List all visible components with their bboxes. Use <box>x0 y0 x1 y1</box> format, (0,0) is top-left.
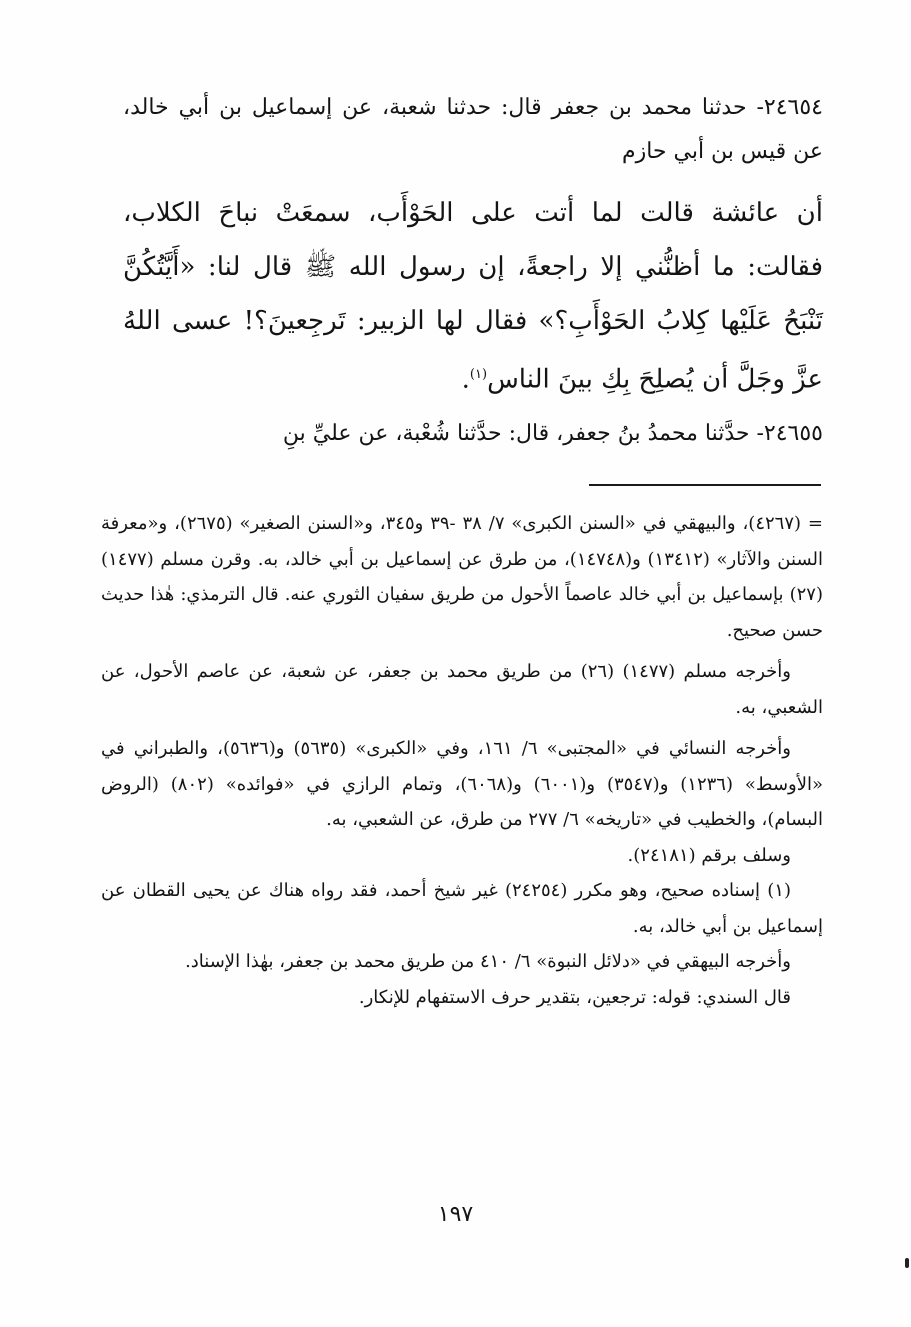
footnote-paragraph: وأخرجه النسائي في «المجتبى» ٦/ ١٦١، وفي «الكبرى» (٥٦٣٥) و(٥٦٣٦)، والطبراني في «الأوسط» (١٢٣٦) و(٣٥٤٧) و(٦٠٠١) و(٦٠٦٨)، وتمام الرازي في «فوائده» (٨٠٢) (الروض البسام)، والخطيب في «تاريخه» ٦/ ٢٧٧ من طرق، عن الشعبي، به. <box>101 738 824 830</box>
footnote-1: (١) إسناده صحيح، وهو مكرر (٢٤٢٥٤) غير شيخ أحمد، فقد رواه هناك عن يحيى القطان عن إسماعيل بن أبي خالد، به. <box>101 880 823 937</box>
scan-edge-mark <box>905 1258 909 1268</box>
footnote-divider <box>589 484 821 486</box>
footnote-paragraph: وأخرجه مسلم (١٤٧٧) (٢٦) من طريق محمد بن جعفر، عن شعبة، عن عاصم الأحول، عن الشعبي، به. <box>101 661 823 718</box>
footnotes-section <box>101 506 823 1015</box>
hadith-24654-matn <box>123 186 823 407</box>
hadith-24655-isnad: ٢٤٦٥٥- حدَّثنا محمدُ بنُ جعفر، قال: حدَّثنا شُعْبة، عن عليِّ بنِ <box>282 421 823 446</box>
matn-text: أن عائشة قالت لما أتت على الحَوْأَب، سمعَتْ نباحَ الكلاب، فقالت: ما أظنُّني إلا راجعةً، إن رسول الله ﷺ قال لنا: «أَيَّتُكُنَّ تَنْبَحُ عَلَيْها كِلابُ الحَوْأَبِ؟» فقال لها الزبير: تَرجِعينَ؟! عسى اللهُ عزَّ وجَلَّ أن يُصلِحَ بِكِ بينَ الناس <box>123 198 823 395</box>
hadith-24654-isnad: ٢٤٦٥٤- حدثنا محمد بن جعفر قال: حدثنا شعبة، عن إسماعيل بن أبي خالد، عن قيس بن أبي حازم <box>123 95 823 164</box>
footnote-marker: (١) <box>469 367 488 382</box>
footnote-continuation: = (٤٢٦٧)، والبيهقي في «السنن الكبرى» ٧/ ٣٨ -٣٩ و٣٤٥، و«السنن الصغير» (٢٦٧٥)، و«معرفة السنن والآثار» (١٣٤١٢) و(١٤٧٤٨)، من طرق عن إسماعيل بن أبي خالد، به. وقرن مسلم (١٤٧٧) (٢٧) بإسماعيل بن أبي خالد عاصماً الأحول من طريق سفيان الثوري عنه. قال الترمذي: هٰذا حديث حسن صحيح. <box>101 513 823 641</box>
footnote-paragraph: وسلف برقم (٢٤١٨١). <box>627 844 791 866</box>
footnote-paragraph: قال السندي: قوله: ترجعين، بتقدير حرف الاستفهام للإنكار. <box>358 986 791 1008</box>
matn-end-mark: . <box>461 364 470 395</box>
footnote-paragraph: وأخرجه البيهقي في «دلائل النبوة» ٦/ ٤١٠ من طريق محمد بن جعفر، بهٰذا الإسناد. <box>185 951 791 972</box>
page-number: ١٩٧ <box>437 1202 474 1227</box>
